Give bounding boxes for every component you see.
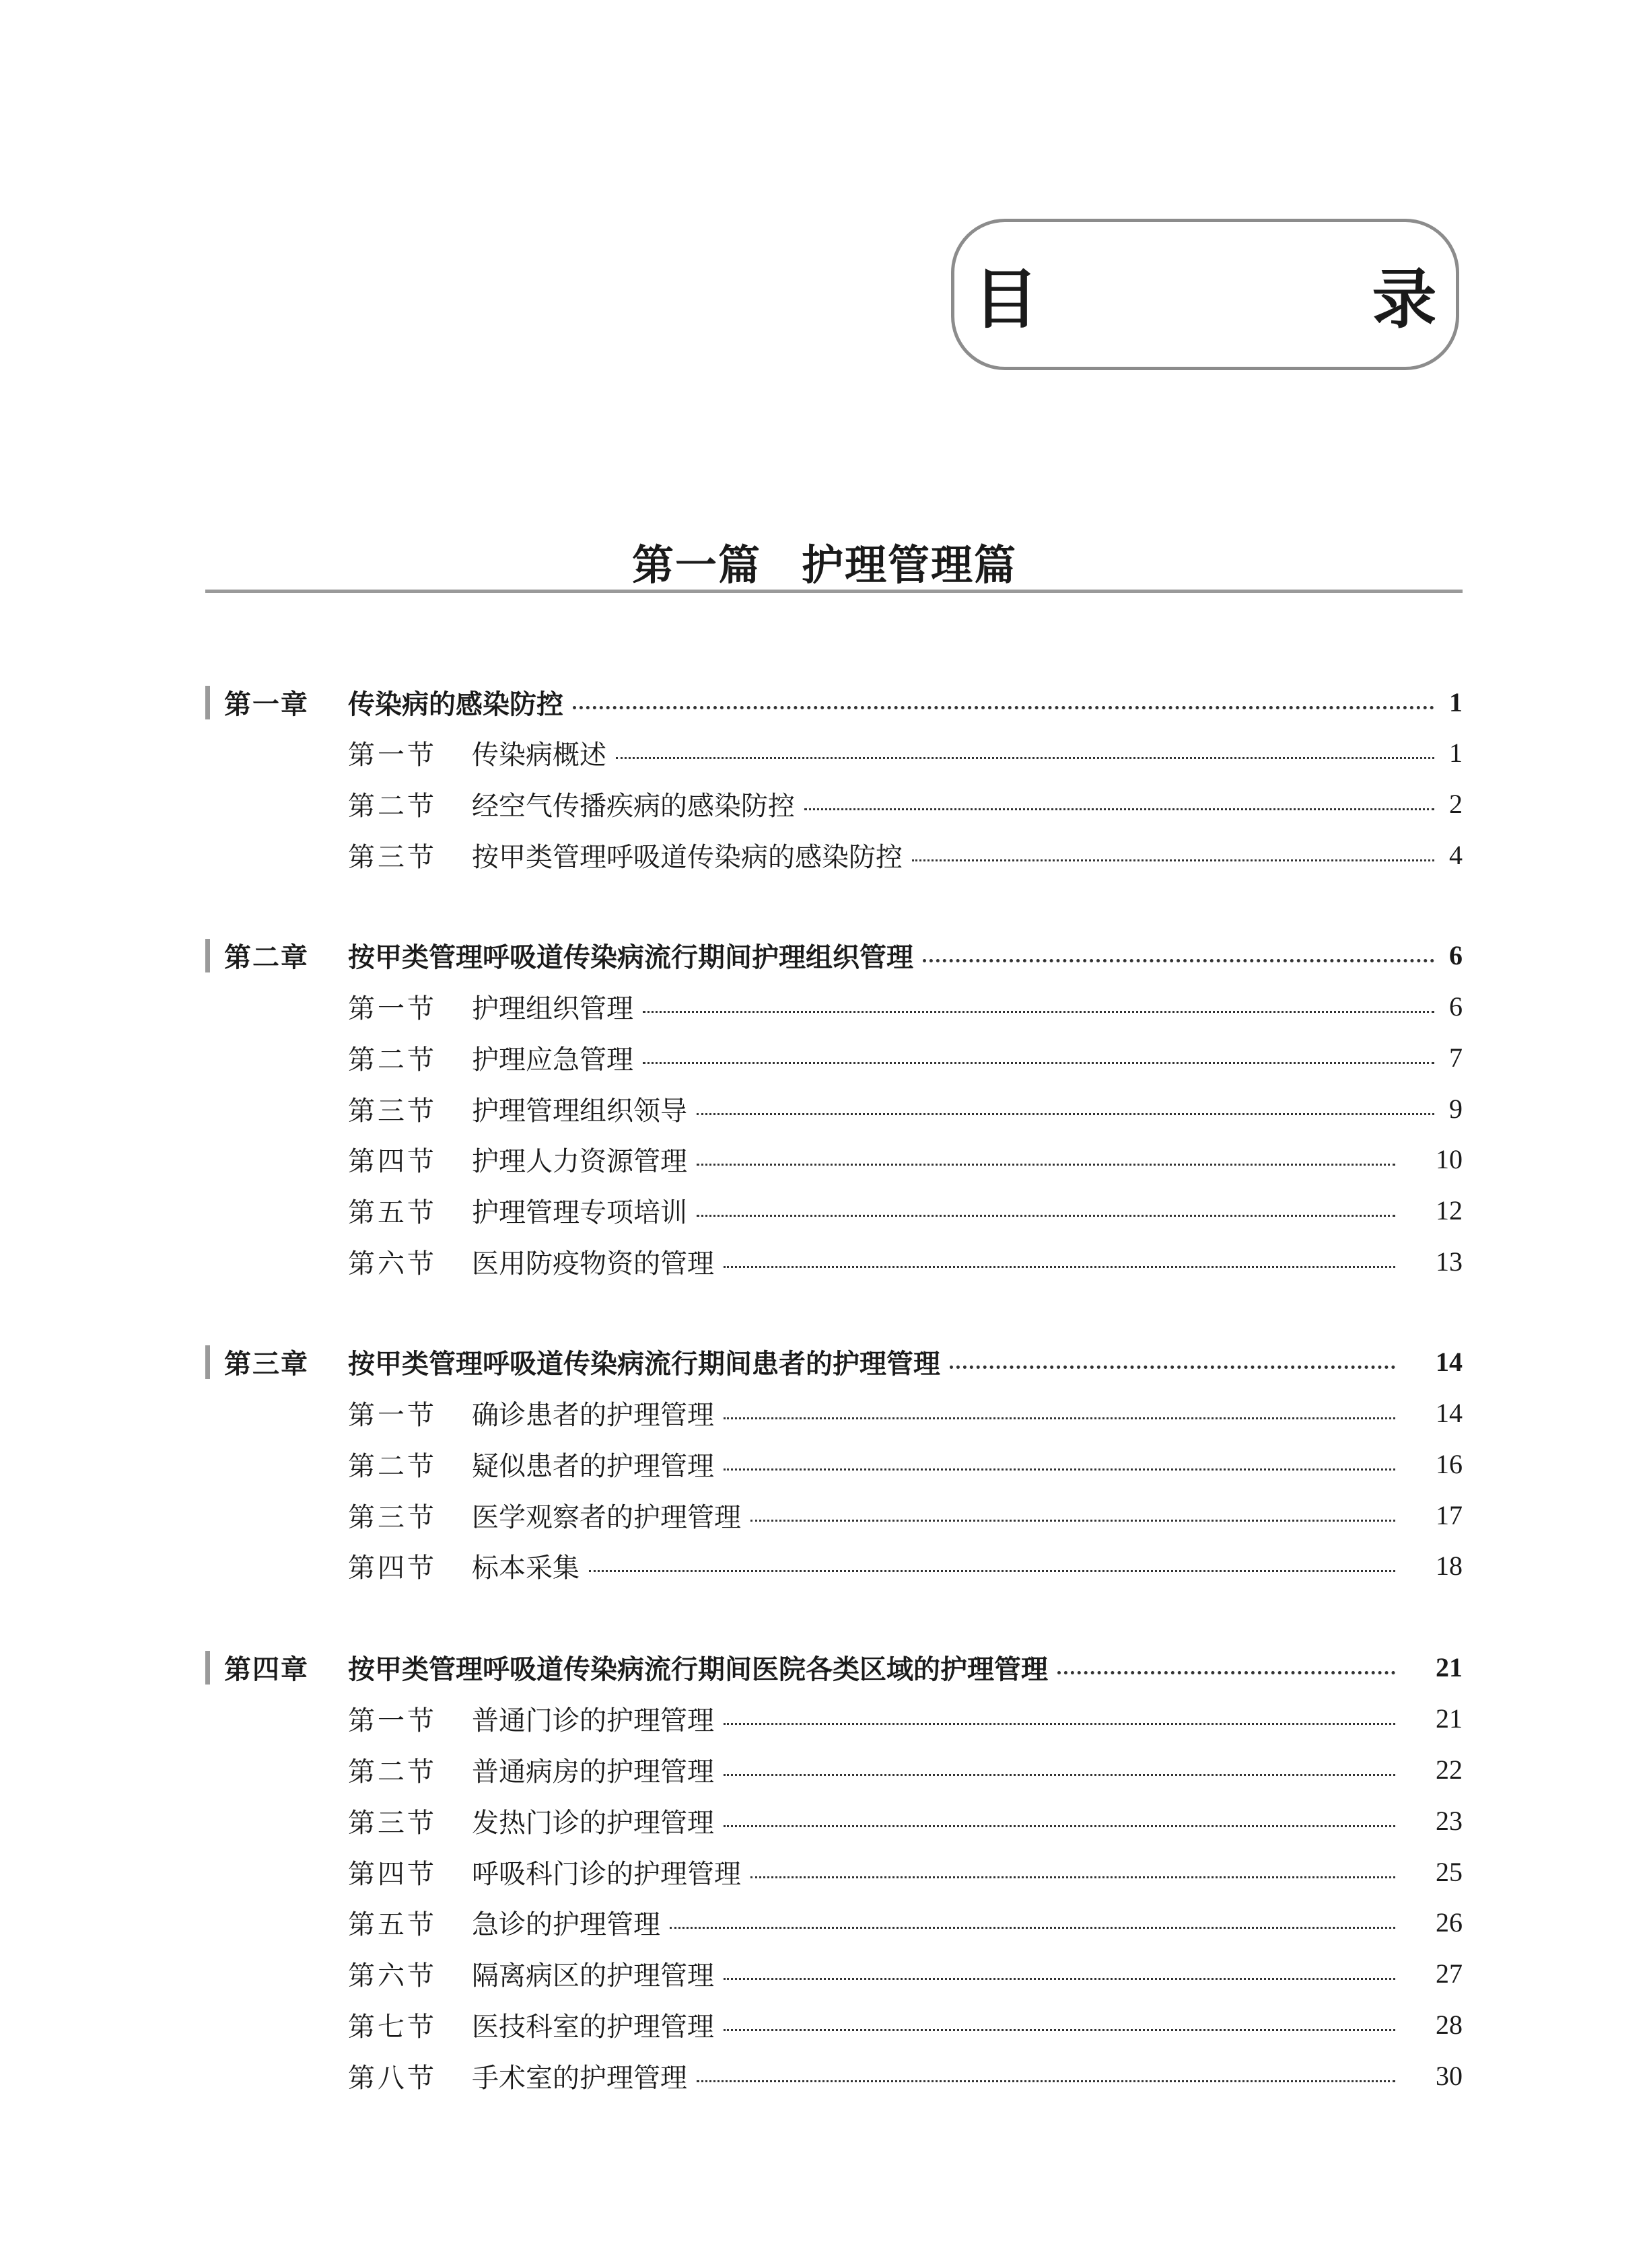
toc-title: 目 录 — [973, 261, 1572, 337]
page-number: 21 — [1436, 1703, 1463, 1734]
dot-leader — [750, 1876, 1395, 1878]
dot-leader — [697, 1164, 1395, 1166]
part-label: 第一篇 — [631, 540, 761, 590]
toc-section-row[interactable] — [205, 1392, 1463, 1433]
section-number: 第四节 — [348, 1552, 437, 1584]
page-number: 21 — [1436, 1652, 1463, 1682]
toc-section-row[interactable] — [205, 1953, 1463, 1993]
section-number: 第三节 — [348, 841, 437, 873]
page-number: 30 — [1436, 2060, 1463, 2091]
page-number: 26 — [1436, 1907, 1463, 1938]
toc-section-row[interactable] — [205, 835, 1463, 875]
section-number: 第三节 — [348, 1807, 437, 1839]
section-number: 第一节 — [348, 739, 437, 771]
section-title: 护理组织管理 — [472, 993, 633, 1024]
toc-section-row[interactable] — [205, 1088, 1463, 1129]
section-number: 第六节 — [348, 1248, 437, 1279]
chapter-title: 按甲类管理呼吸道传染病流行期间医院各类区域的护理管理 — [348, 1654, 1048, 1685]
section-number: 第七节 — [348, 2011, 437, 2043]
part-heading — [0, 532, 1649, 592]
page-number: 17 — [1436, 1499, 1463, 1530]
section-number: 第六节 — [348, 1960, 437, 1991]
dot-leader — [616, 757, 1434, 759]
section-title: 护理人力资源管理 — [472, 1145, 687, 1177]
page-number: 28 — [1436, 2009, 1463, 2040]
section-title: 传染病概述 — [472, 739, 606, 771]
toc-section-row[interactable] — [205, 1139, 1463, 1179]
toc-section-row[interactable] — [205, 1851, 1463, 1892]
dot-leader — [912, 859, 1434, 861]
toc-section-row[interactable] — [205, 2055, 1463, 2096]
dot-leader — [724, 1417, 1395, 1419]
dot-leader — [643, 1062, 1434, 1064]
dot-leader — [950, 1366, 1395, 1369]
dot-leader — [724, 2029, 1395, 2031]
toc-section-row[interactable] — [205, 1902, 1463, 1942]
section-title: 医学观察者的护理管理 — [472, 1501, 741, 1533]
toc-chapter-row[interactable] — [205, 1647, 1463, 1687]
section-title: 普通门诊的护理管理 — [472, 1705, 714, 1736]
page-number: 6 — [1449, 940, 1463, 970]
section-title: 疑似患者的护理管理 — [472, 1450, 714, 1482]
toc-chapter-row[interactable] — [205, 1341, 1463, 1382]
toc-section-row[interactable] — [205, 1545, 1463, 1586]
section-number: 第一节 — [348, 1399, 437, 1431]
toc-title-box — [951, 219, 1572, 370]
chapter-number: 第三章 — [224, 1348, 309, 1380]
section-number: 第四节 — [348, 1145, 437, 1177]
dot-leader — [724, 1266, 1395, 1268]
toc-section-row[interactable] — [205, 1495, 1463, 1535]
dot-leader — [750, 1520, 1395, 1522]
dot-leader — [670, 1927, 1395, 1929]
section-number: 第八节 — [348, 2062, 437, 2094]
chapter-marker-bar — [205, 1345, 210, 1379]
page-number: 7 — [1449, 1042, 1463, 1073]
toc-section-row[interactable] — [205, 1749, 1463, 1789]
page-number: 6 — [1449, 991, 1463, 1022]
toc-section-row[interactable] — [205, 732, 1463, 773]
section-number: 第一节 — [348, 1705, 437, 1736]
chapter-number: 第一章 — [224, 688, 309, 720]
section-number: 第二节 — [348, 1450, 437, 1482]
section-title: 护理管理专项培训 — [472, 1197, 687, 1228]
dot-leader — [697, 1215, 1395, 1217]
page-number: 2 — [1449, 788, 1463, 819]
section-title: 普通病房的护理管理 — [472, 1756, 714, 1787]
section-number: 第五节 — [348, 1197, 437, 1228]
section-number: 第四节 — [348, 1858, 437, 1890]
toc-section-row[interactable] — [205, 1698, 1463, 1738]
section-title: 发热门诊的护理管理 — [472, 1807, 714, 1839]
dot-leader — [589, 1570, 1395, 1572]
toc-chapter-row[interactable] — [205, 682, 1463, 722]
section-number: 第二节 — [348, 1044, 437, 1075]
page-number: 12 — [1436, 1195, 1463, 1226]
section-title: 护理管理组织领导 — [472, 1095, 687, 1127]
dot-leader — [643, 1011, 1434, 1013]
toc-chapter-row[interactable] — [205, 935, 1463, 975]
page-number: 18 — [1436, 1550, 1463, 1581]
page-number: 13 — [1436, 1246, 1463, 1277]
section-title: 按甲类管理呼吸道传染病的感染防控 — [472, 841, 903, 873]
section-title: 急诊的护理管理 — [472, 1909, 660, 1940]
page-number: 9 — [1449, 1093, 1463, 1124]
chapter-number: 第四章 — [224, 1654, 309, 1685]
page-number: 14 — [1436, 1346, 1463, 1377]
page-number: 4 — [1449, 839, 1463, 870]
toc-section-row[interactable] — [205, 783, 1463, 824]
section-number: 第三节 — [348, 1095, 437, 1127]
part-name: 护理管理篇 — [802, 540, 1018, 590]
section-title: 医技科室的护理管理 — [472, 2011, 714, 2043]
dot-leader — [923, 959, 1434, 962]
dot-leader — [724, 1978, 1395, 1980]
page-number: 27 — [1436, 1958, 1463, 1989]
section-number: 第二节 — [348, 1756, 437, 1787]
page-number: 23 — [1436, 1805, 1463, 1836]
dot-leader — [697, 2080, 1395, 2082]
page-number: 22 — [1436, 1754, 1463, 1785]
section-title: 手术室的护理管理 — [472, 2062, 687, 2094]
page-number: 25 — [1436, 1856, 1463, 1887]
section-title: 呼吸科门诊的护理管理 — [472, 1858, 741, 1890]
chapter-title: 按甲类管理呼吸道传染病流行期间患者的护理管理 — [348, 1348, 940, 1380]
toc-section-row[interactable] — [205, 1800, 1463, 1841]
section-title: 标本采集 — [472, 1552, 580, 1584]
dot-leader — [804, 808, 1434, 810]
chapter-marker-bar — [205, 1651, 210, 1685]
toc-section-row[interactable] — [205, 1190, 1463, 1230]
chapter-title: 按甲类管理呼吸道传染病流行期间护理组织管理 — [348, 942, 913, 973]
toc-section-row[interactable] — [205, 1241, 1463, 1281]
page-number: 1 — [1449, 737, 1463, 768]
page-number: 16 — [1436, 1448, 1463, 1479]
chapter-title: 传染病的感染防控 — [348, 688, 563, 720]
dot-leader — [724, 1774, 1395, 1776]
section-number: 第五节 — [348, 1909, 437, 1940]
toc-section-row[interactable] — [205, 1444, 1463, 1484]
dot-leader — [724, 1825, 1395, 1827]
dot-leader — [1057, 1671, 1395, 1674]
dot-leader — [697, 1113, 1434, 1115]
section-title: 医用防疫物资的管理 — [472, 1248, 714, 1279]
section-number: 第一节 — [348, 993, 437, 1024]
dot-leader — [724, 1723, 1395, 1725]
section-number: 第三节 — [348, 1501, 437, 1533]
toc-section-row[interactable] — [205, 1037, 1463, 1077]
part-divider — [205, 590, 1463, 593]
page-number: 1 — [1449, 686, 1463, 717]
page-number: 14 — [1436, 1397, 1463, 1428]
chapter-marker-bar — [205, 686, 210, 719]
section-title: 隔离病区的护理管理 — [472, 1960, 714, 1991]
section-title: 护理应急管理 — [472, 1044, 633, 1075]
page-number: 10 — [1436, 1143, 1463, 1174]
chapter-marker-bar — [205, 939, 210, 972]
dot-leader — [724, 1468, 1395, 1470]
dot-leader — [573, 706, 1434, 709]
section-title: 经空气传播疾病的感染防控 — [472, 790, 795, 822]
section-title: 确诊患者的护理管理 — [472, 1399, 714, 1431]
section-number: 第二节 — [348, 790, 437, 822]
chapter-number: 第二章 — [224, 942, 309, 973]
toc-section-row[interactable] — [205, 2004, 1463, 2045]
toc-section-row[interactable] — [205, 986, 1463, 1026]
